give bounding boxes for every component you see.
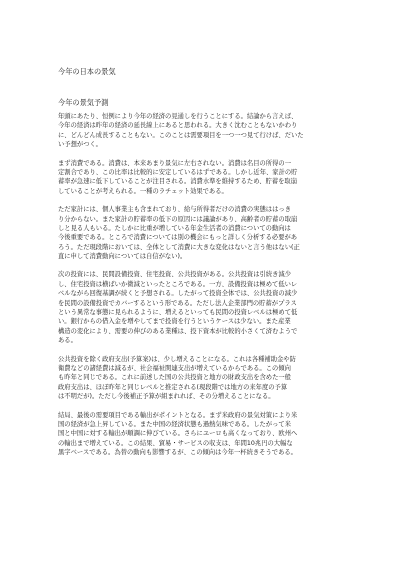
text-line: 国と中国に対する輸出が順調に伸びている。さらにユーロも高くなっており、欧州へ — [58, 430, 298, 438]
paragraph-government-spending — [58, 355, 358, 402]
text-line: 今年の経済は昨年の経済の延長線上にあると思われる。大きく沈むこともないかわり — [58, 122, 298, 130]
text-line: 今後重要である。ところで消費については別の機会にもっと詳しく分析する必要があ — [58, 234, 298, 242]
text-line: 直に申して消費動向については自信がない)。 — [58, 253, 187, 261]
text-line: 蓄率が急速に低下していることが注目される。消費水準を維持するため、貯蓄を取崩 — [58, 178, 298, 186]
text-line: り分からない。また家計の貯蓄率の低下の原因には議論があり、高齢者の貯蓄の取崩 — [58, 215, 298, 223]
text-line: は不明だが)。ただし今後補正予算が組まれれば、その分増えることになる。 — [58, 393, 275, 401]
text-line: 公共投資を除く政府支出(予算案)は、少し増えることになる。これは各種補助金や防 — [58, 355, 296, 363]
text-line: ある。 — [58, 337, 77, 345]
paragraph-intro — [58, 112, 358, 150]
document-title: 今年の日本の景気 — [58, 67, 116, 76]
text-line: という異常な事態に見られるように、増えるといっても民間の投資レベルは極めて低 — [58, 309, 298, 317]
text-line: も昨年と同じである。これに前述した国の公共投資と地方の財政支出を含めた一般 — [58, 374, 291, 382]
text-line: ろう。ただ現段階においては、全体として消費に大きな変化はないと言う他はない(正 — [58, 243, 300, 251]
text-line: まず消費である。消費は、本来あまり景気に左右されない。消費は名目の所得の一 — [58, 159, 291, 167]
text-line: 定割合であり、この比率は比較的に安定しているはずである。しかし近年、家計の貯 — [58, 168, 298, 176]
text-line: 年頭にあたり、恒例により今年の経済の見通しを行うことにする。結論から言えば、 — [58, 113, 298, 120]
text-line: に、どんどん成長することもない。このことは需要項目を一つ一つ見て行けば、だいた — [58, 131, 304, 139]
text-line: を民間の設備投資でカバーするという形である。ただし法人企業部門の貯蓄がプラス — [58, 299, 297, 307]
text-line: 国の経済が急上昇している。また中国の経済状態も過熱気味である。したがって米 — [58, 420, 291, 428]
section-title: 今年の景気予測 — [58, 98, 109, 107]
text-line: 黒字ベースである。為替の動向も影響するが、この傾向は今年一杯続きそうである。 — [58, 449, 297, 457]
text-line: 結局、最後の需要項目である輸出がポイントとなる。まず米政府の景気対策により米 — [58, 411, 298, 419]
paragraph-consumption — [58, 159, 358, 197]
document-body — [58, 112, 358, 467]
text-line: い予想がつく。 — [58, 141, 102, 149]
text-line: 政府支出は、ほぼ昨年と同じレベルと推定される(現段階では地方の来年度の予算 — [58, 383, 288, 391]
text-line: ただ家計には、個人事業主も含まれており、給与所得者だけの消費の実態ははっき — [58, 206, 291, 214]
text-line: 構造の変化により、需要の伸びのある業種は、投下資本が比較的小さくて済むようで — [58, 327, 298, 335]
paragraph-household — [58, 205, 358, 261]
text-line: い。銀行からの借入金を増やしてまで投資を行うというケースは少ない。また産業 — [58, 318, 291, 326]
text-line: ベルながら回復基調が続くと予想される。したがって投資全体では、公共投資の減少 — [58, 290, 298, 298]
text-line: の輸出まで増えている。この結果、貿易・サービスの収支は、年間10兆円の大幅な — [58, 439, 293, 447]
text-line: 衛費などの諸経費は減るが、社会福祉関連支出が増えているからである。この傾向 — [58, 364, 291, 372]
text-line: し、住宅投資は横ばいか微減といったところである。一方、設備投資は極めて低いレ — [58, 280, 298, 288]
text-line: 次の投資には、民間設備投資、住宅投資、公共投資がある。公共投資は引続き減少 — [58, 271, 291, 279]
paragraph-investment — [58, 270, 358, 345]
text-line: していることが考えられる。一種のラチェット効果である。 — [58, 187, 228, 195]
paragraph-exports — [58, 411, 358, 458]
text-line: しと見る人もいる。たしかに比重が増している年金生活者の消費についての動向は — [58, 224, 291, 232]
